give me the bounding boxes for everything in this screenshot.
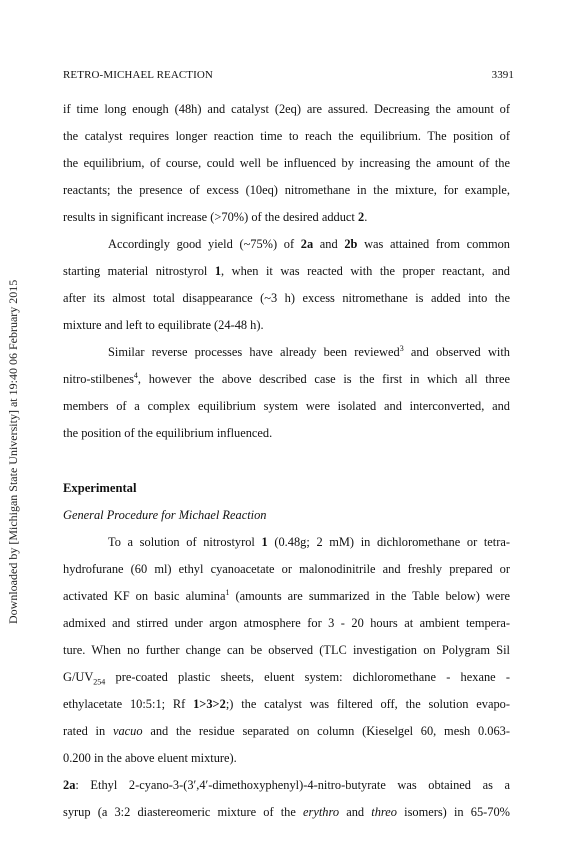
text-line: if time long enough (48h) and catalyst (2eq) are assured. Decreasing the amount of [63, 102, 510, 116]
section-heading: Experimental [63, 481, 137, 495]
text-line: results in significant increase (>70%) of the desired adduct 2. [63, 210, 368, 224]
text-line: starting material nitrostyrol 1, when it was reacted with the proper reactant, and [63, 264, 510, 278]
text-line: $G/UV_{254}$ pre-coated plastic sheets, eluent system: dichloromethane - hexane - [63, 670, 510, 687]
download-watermark-text: Downloaded by [Michigan State University] at 19:40 06 February 2015 [6, 279, 20, 624]
page-number: 3391 [491, 69, 514, 81]
text-line: Similar reverse processes have already been reviewed$^3$ and observed with [108, 343, 510, 359]
text-line: after its almost total disappearance (~3 h) excess nitromethane is added into the [63, 291, 510, 305]
text-line: ture. When no further change can be observed (TLC investigation on Polygram Sil [63, 643, 510, 657]
text-line: Accordingly good yield (~75%) of 2a and 2b was attained from common [108, 237, 510, 251]
text-line: nitro-stilbenes$^4$, however the above described case is the first in which all three [63, 370, 510, 386]
text-line: reactants; the presence of excess (10eq) nitromethane in the mixture, for example, [63, 183, 510, 197]
text-line: the position of the equilibrium influenced. [63, 426, 273, 440]
text-line: 0.200 in the above eluent mixture). [63, 751, 237, 765]
subsection-heading: General Procedure for Michael Reaction [63, 508, 267, 522]
text-line: To a solution of nitrostyrol 1 (0.48g; 2 mM) in dichloromethane or tetra- [108, 535, 510, 549]
text-line: hydrofurane (60 ml) ethyl cyanoacetate or malonodinitrile and freshly prepared or [63, 562, 510, 576]
text-line: members of a complex equilibrium system were isolated and interconverted, and [63, 399, 510, 413]
running-head [63, 69, 514, 85]
text-line: admixed and stirred under argon atmosphere for 3 - 20 hours at ambient tempera- [63, 616, 510, 630]
text-line: the equilibrium, of course, could well be influenced by increasing the amount of the [63, 156, 510, 170]
text-line: rated in vacuo and the residue separated on column (Kieselgel 60, mesh 0.063- [63, 724, 510, 738]
text-line: the catalyst requires longer reaction time to reach the equilibrium. The position of [63, 129, 510, 143]
text-line: mixture and left to equilibrate (24-48 h). [63, 318, 264, 332]
text-line: syrup (a 3:2 diastereomeric mixture of the erythro and threo isomers) in 65-70% [63, 805, 510, 819]
text-line: 2a: Ethyl 2-cyano-3-(3′,4′-dimethoxyphenyl)-4-nitro-butyrate was obtained as a [63, 778, 510, 792]
running-head-title: RETRO-MICHAEL REACTION [63, 69, 213, 81]
text-line: ethylacetate 10:5:1; Rf 1>3>2;) the catalyst was filtered off, the solution evapo- [63, 697, 510, 711]
text-line: activated KF on basic alumina$^1$ (amounts are summarized in the Table below) were [63, 587, 510, 603]
